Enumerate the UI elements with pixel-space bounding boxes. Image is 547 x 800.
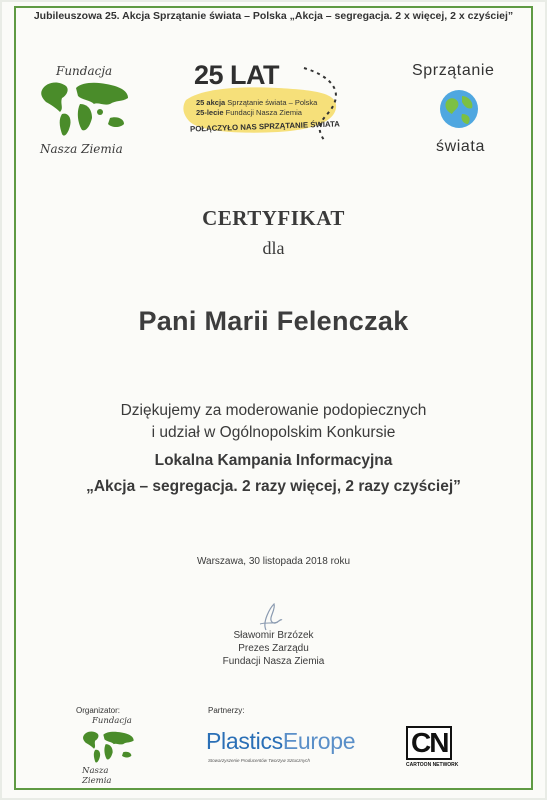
plastics-europe-wordmark <box>206 728 355 755</box>
thanks-line-2: i udział w Ogólnopolskim Konkursie <box>151 424 396 441</box>
certificate-title: CERTYFIKAT <box>202 206 345 230</box>
organizer-label: Organizator: <box>76 706 121 715</box>
badge-line-1 <box>196 98 317 107</box>
cartoon-network-logo <box>404 726 470 774</box>
partners-label: Partnerzy: <box>208 706 245 715</box>
place-date: Warszawa, 30 listopada 2018 roku <box>196 556 351 567</box>
plastics-europe-subtitle: Stowarzyszenie Producentów Tworzyw Sztucznych <box>208 758 310 763</box>
organizer-logo-line-1: Fundacja <box>92 716 132 726</box>
organizer-logo-line-2: Nasza Ziemia <box>82 766 112 786</box>
fundacja-nasza-ziemia-logo <box>34 62 134 162</box>
recipient-name: Pani Marii Felenczak <box>138 306 409 336</box>
25-lat-badge <box>176 60 356 160</box>
dotted-path-icon <box>294 60 354 160</box>
organizer-logo <box>78 716 138 784</box>
badge-slogan: POŁĄCZYŁO NAS SPRZĄTANIE ŚWIATA <box>189 119 340 134</box>
logo-line-fundacja: Fundacja <box>56 64 113 78</box>
badge-line-2-rest: Fundacji Nasza Ziemia <box>225 108 302 117</box>
europe-word: Europe <box>282 728 356 754</box>
header-title: Jubileuszowa 25. Akcja Sprzątanie świata – Polska „Akcja – segregacja. 2 x więcej, 2 x czyściej” <box>33 10 514 22</box>
signatory-org: Fundacji Nasza Ziemia <box>222 656 325 667</box>
badge-line-1-rest: Sprzątanie świata – Polska <box>227 98 318 107</box>
globe-icon <box>438 88 480 130</box>
logo-line-nasza-ziemia: Nasza Ziemia <box>40 142 123 156</box>
signatory-role: Prezes Zarządu <box>238 643 309 654</box>
thanks-line-1: Dziękujemy za moderowanie podopiecznych <box>120 402 427 419</box>
campaign-slogan: „Akcja – segregacja. 2 razy więcej, 2 razy czyściej” <box>86 478 461 495</box>
badge-25-lat: 25 LAT <box>194 60 280 90</box>
competition-name: Lokalna Kampania Informacyjna <box>154 452 393 469</box>
cartoon-network-label: CARTOON NETWORK <box>406 762 459 768</box>
sprzatanie-swiata-logo <box>404 62 514 162</box>
badge-line-2-bold: 25-lecie <box>196 108 224 117</box>
cartoon-network-mark: CN <box>406 726 452 760</box>
signatory-name: Sławomir Brzózek <box>233 630 314 641</box>
badge-line-2 <box>196 108 302 117</box>
plastics-word: Plastics <box>206 728 283 754</box>
handwritten-signature <box>252 600 288 634</box>
world-map-icon <box>36 78 132 140</box>
badge-line-1-bold: 25 akcja <box>196 98 226 107</box>
organizer-world-map-icon <box>80 728 136 766</box>
plastics-europe-logo <box>206 728 376 768</box>
sprzatanie-line-2: świata <box>436 138 485 155</box>
sprzatanie-line-1: Sprzątanie <box>412 62 495 79</box>
certificate-for: dla <box>262 238 285 258</box>
